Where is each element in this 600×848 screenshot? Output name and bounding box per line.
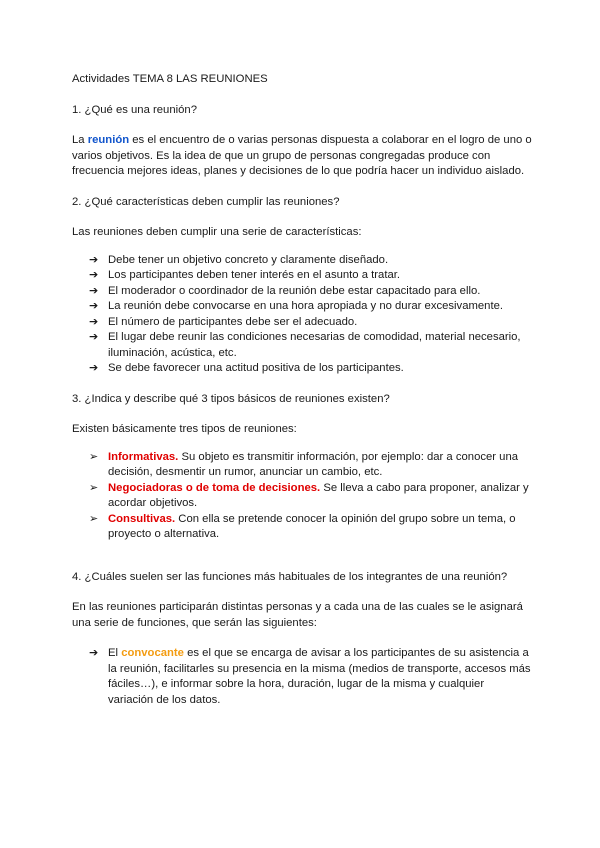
arrow-right-icon: ➔ xyxy=(89,284,99,297)
document-page xyxy=(72,72,532,708)
answer-1-pre: La xyxy=(72,134,88,146)
list-item: ➔ Debe tener un objetivo concreto y claramente diseñado. xyxy=(72,253,532,269)
answer-1-post: es el encuentro de o varias personas dispuesta a colaborar en el logro de uno o varios objetivos. Es la idea de que un grupo de personas congregadas produce con frecuencia mejores ideas, planes y decisiones de lo que podría hacer un individuo aislado. xyxy=(72,134,532,177)
type-keyword: Consultivas. xyxy=(108,512,176,525)
arrowhead-icon: ➢ xyxy=(89,450,99,463)
document-title: Actividades TEMA 8 LAS REUNIONES xyxy=(72,73,268,85)
arrowhead-icon: ➢ xyxy=(89,481,99,494)
list-item: ➔ El lugar debe reunir las condiciones necesarias de comodidad, material necesario, iluminación, acústica, etc. xyxy=(89,331,521,359)
meeting-types-list xyxy=(72,450,532,543)
arrow-right-icon: ➔ xyxy=(89,331,99,343)
list-item: ➔ Los participantes deben tener interés en el asunto a tratar. xyxy=(72,268,532,284)
list-item: ➢ Informativas. Su objeto es transmitir información, por ejemplo: dar a conocer una decisión, desmentir un rumor, anunciar un cambio, etc. xyxy=(89,450,519,478)
intro-2: Las reuniones deben cumplir una serie de características: xyxy=(72,226,362,238)
arrow-right-icon: ➔ xyxy=(89,315,99,328)
arrowhead-icon: ➢ xyxy=(89,512,99,525)
keyword-convocante: convocante xyxy=(121,647,184,659)
answer-1 xyxy=(72,133,532,180)
list-item: ➢ Negociadoras o de toma de decisiones. Se lleva a cabo para proponer, analizar y acordar objetivos. xyxy=(89,481,529,509)
question-4: 4. ¿Cuáles suelen ser las funciones más habituales de los integrantes de una reunión? xyxy=(72,570,508,583)
question-3: 3. ¿Indica y describe qué 3 tipos básicos de reuniones existen? xyxy=(72,392,390,405)
functions-list xyxy=(72,646,532,708)
intro-4: En las reuniones participarán distintas personas y a cada una de las cuales se le asignará una serie de funciones, que serán las siguientes: xyxy=(72,601,523,629)
question-2: 2. ¿Qué características deben cumplir las reuniones? xyxy=(72,195,340,208)
arrow-right-icon: ➔ xyxy=(89,253,99,266)
arrow-right-icon: ➔ xyxy=(89,647,99,659)
list-item: ➔ La reunión debe convocarse en una hora apropiada y no durar excesivamente. xyxy=(72,299,532,315)
arrow-right-icon: ➔ xyxy=(89,362,99,374)
list-item: ➔ Se debe favorecer una actitud positiva de los participantes. xyxy=(72,361,532,377)
type-keyword: Negociadoras o de toma de decisiones. xyxy=(108,481,321,494)
list-item: ➔ El número de participantes debe ser el adecuado. xyxy=(72,315,532,331)
list-item: ➔ El convocante es el que se encarga de avisar a los participantes de su asistencia a la reunión, facilitarles su presencia en la misma (medios de transporte, accesos más fáciles…), e informar sobre la hora, duración, lugar de la misma y cualquier variación de los datos. xyxy=(89,647,531,706)
arrow-right-icon: ➔ xyxy=(89,269,99,281)
characteristics-list xyxy=(72,253,532,377)
type-keyword: Informativas. xyxy=(108,450,179,463)
list-item: ➔ El moderador o coordinador de la reunión debe estar capacitado para ello. xyxy=(72,284,532,300)
arrow-right-icon: ➔ xyxy=(89,300,99,312)
question-1: 1. ¿Qué es una reunión? xyxy=(72,103,197,116)
list-item: ➢ Consultivas. Con ella se pretende conocer la opinión del grupo sobre un tema, o proyecto o alternativa. xyxy=(89,512,516,540)
keyword-reunion: reunión xyxy=(87,134,130,146)
intro-3: Existen básicamente tres tipos de reuniones: xyxy=(72,423,297,435)
